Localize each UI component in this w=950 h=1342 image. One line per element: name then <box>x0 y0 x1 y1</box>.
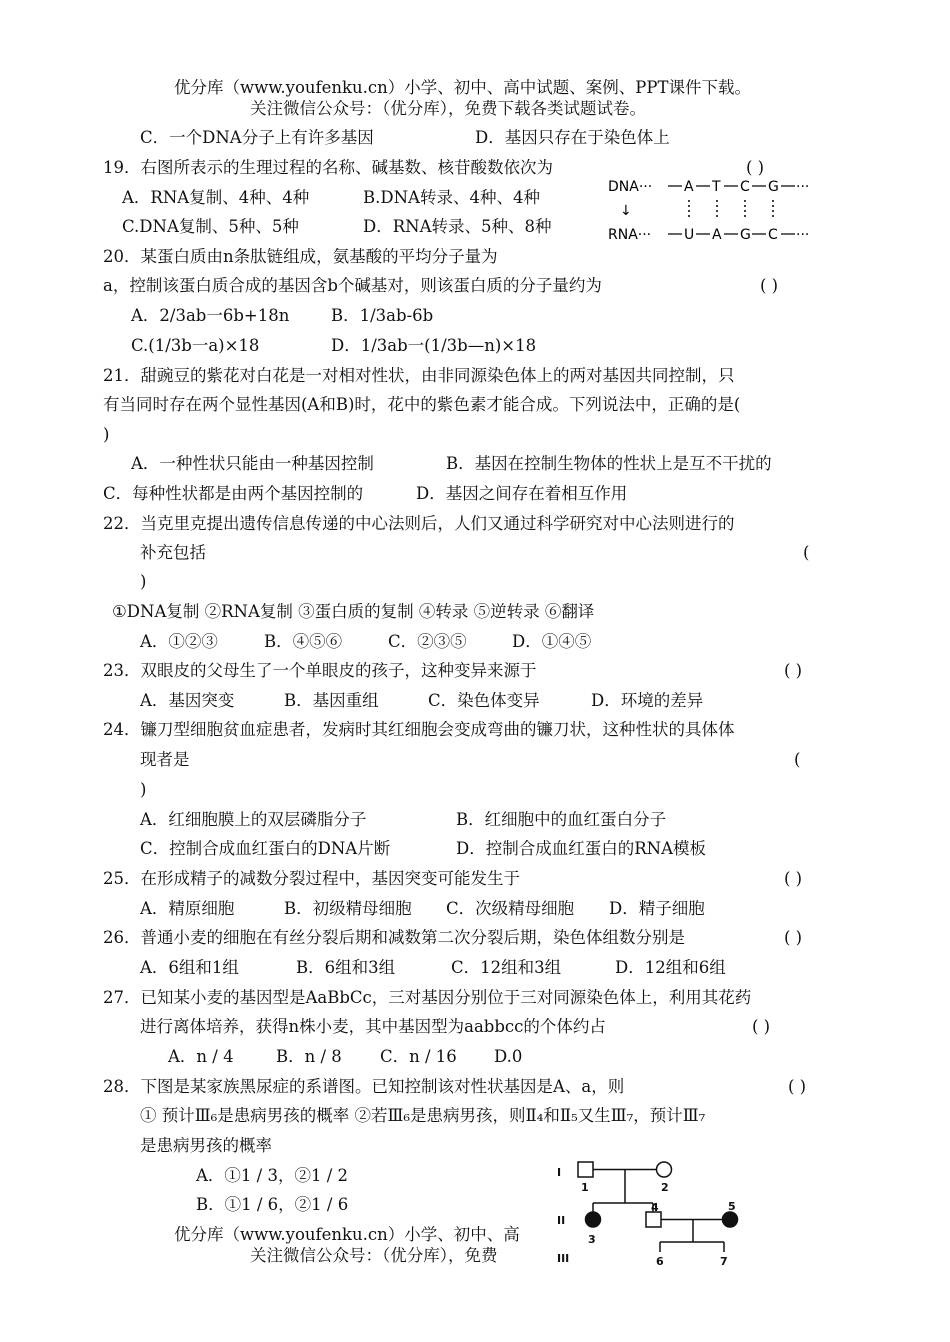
q20-option-a: A．2/3ab一6b+18n <box>131 306 290 325</box>
q20-stem-1: 20．某蛋白质由n条肽链组成，氨基酸的平均分子量为 <box>103 247 498 266</box>
individual-number-3: 3 <box>588 1233 596 1246</box>
generation-label-1: I <box>557 1166 562 1179</box>
q22-option-c: C．②③⑤ <box>388 632 467 651</box>
q21-option-c: C．每种性状都是由两个基因控制的 <box>103 484 364 503</box>
individual-5-affected-female <box>723 1212 738 1227</box>
q27-answer-paren: ( ) <box>752 1017 771 1036</box>
dna-label: DNA··· <box>608 179 653 195</box>
footer-line-1: 优分库（www.youfenku.cn）小学、初中、高 <box>174 1225 520 1244</box>
q24-option-d: D．控制合成血红蛋白的RNA模板 <box>456 839 707 858</box>
q26-option-c: C．12组和3组 <box>451 958 562 977</box>
q20-option-b: B．1/3ab-6b <box>331 306 434 325</box>
q23-option-a: A．基因突变 <box>140 691 235 710</box>
individual-number-1: 1 <box>581 1181 589 1194</box>
q21-option-b: B．基因在控制生物体的性状上是互不干扰的 <box>446 454 772 473</box>
q24-paren-close: ) <box>140 780 147 799</box>
q19-option-b: B.DNA转录、4种、4种 <box>363 188 540 207</box>
q24-stem-2: 现者是 <box>140 750 190 769</box>
q23-option-d: D．环境的差异 <box>591 691 704 710</box>
transcription-figure <box>606 175 816 247</box>
individual-number-2: 2 <box>661 1181 669 1194</box>
q27-option-a: A．n / 4 <box>168 1047 234 1066</box>
individual-number-7: 7 <box>720 1255 728 1268</box>
q22-paren-close: ) <box>140 572 147 591</box>
q28-sub-2: 是患病男孩的概率 <box>140 1136 272 1155</box>
q21-option-a: A．一种性状只能由一种基因控制 <box>131 454 374 473</box>
dna-base-2: T <box>712 179 721 195</box>
q22-stem-1: 22．当克里克提出遗传信息传递的中心法则后，人们又通过科学研究对中心法则进行的 <box>103 514 735 533</box>
q28-option-b: B．①1 / 6，②1 / 6 <box>196 1195 349 1214</box>
individual-3-affected-female <box>586 1212 601 1227</box>
q19-option-d: D．RNA转录、5种、8种 <box>363 217 552 236</box>
q24-option-b: B．红细胞中的血红蛋白分子 <box>456 810 667 829</box>
q28-stem: 28．下图是某家族黑尿症的系谱图。已知控制该对性状基因是A、a，则 <box>103 1077 625 1096</box>
q18-option-c: C．一个DNA分子上有许多基因 <box>140 128 374 147</box>
individual-number-6: 6 <box>656 1255 664 1268</box>
pedigree-chart <box>548 1158 773 1270</box>
rna-base-4: C <box>768 227 778 243</box>
q26-option-d: D．12组和6组 <box>615 958 726 977</box>
header-line-1: 优分库（www.youfenku.cn）小学、初中、高中试题、案例、PPT课件下载。 <box>174 78 751 97</box>
q27-option-c: C．n / 16 <box>380 1047 457 1066</box>
q27-stem-2: 进行离体培养，获得n株小麦，其中基因型为aabbcc的个体约占 <box>140 1017 606 1036</box>
individual-number-4: 4 <box>651 1201 659 1214</box>
q24-paren-open: ( <box>794 750 801 769</box>
q20-answer-paren: ( ) <box>760 276 779 295</box>
q25-option-d: D．精子细胞 <box>609 899 705 918</box>
arrow-down-icon: ↓ <box>620 203 632 219</box>
q20-option-c: C.(1/3b一a)×18 <box>131 336 260 355</box>
q25-option-b: B．初级精母细胞 <box>284 899 412 918</box>
q19-stem: 19．右图所表示的生理过程的名称、碱基数、核苷酸数依次为 <box>103 158 553 177</box>
generation-label-3: III <box>557 1252 570 1265</box>
q24-option-a: A．红细胞膜上的双层磷脂分子 <box>140 810 367 829</box>
q23-answer-paren: ( ) <box>784 661 803 680</box>
q22-option-a: A．①②③ <box>140 632 218 651</box>
q22-option-b: B．④⑤⑥ <box>264 632 343 651</box>
q21-stem-3: ) <box>103 425 110 444</box>
rna-base-2: A <box>712 227 722 243</box>
q19-answer-paren: ( ) <box>746 158 765 177</box>
q27-stem-1: 27．已知某小麦的基因型是AaBbCc，三对基因分别位于三对同源染色体上，利用其花药 <box>103 988 752 1007</box>
rna-label: RNA··· <box>608 227 652 243</box>
q23-stem: 23．双眼皮的父母生了一个单眼皮的孩子，这种变异来源于 <box>103 661 537 680</box>
q28-answer-paren: ( ) <box>788 1077 807 1096</box>
q20-stem-2: a，控制该蛋白质合成的基因含b个碱基对，则该蛋白质的分子量约为 <box>103 276 602 295</box>
q19-option-c: C.DNA复制、5种、5种 <box>122 217 299 236</box>
q24-option-c: C．控制合成血红蛋白的DNA片断 <box>140 839 391 858</box>
q27-option-b: B．n / 8 <box>276 1047 342 1066</box>
q21-stem-2: 有当同时存在两个显性基因(A和B)时，花中的紫色素才能合成。下列说法中，正确的是( <box>103 395 741 414</box>
footer-line-2: 关注微信公众号：（优分库），免费 <box>250 1246 498 1265</box>
dna-base-1: A <box>684 179 694 195</box>
q20-option-d: D．1/3ab一(1/3b—n)×18 <box>331 336 537 355</box>
q24-stem-1: 24．镰刀型细胞贫血症患者，发病时其红细胞会变成弯曲的镰刀状，这种性状的具体体 <box>103 720 735 739</box>
q26-stem: 26．普通小麦的细胞在有丝分裂后期和减数第二次分裂后期，染色体组数分别是 <box>103 928 685 947</box>
dna-base-3: C <box>740 179 750 195</box>
rna-tail: ··· <box>796 227 810 243</box>
q28-sub-1: ① 预计Ⅲ₆是患病男孩的概率 ②若Ⅲ₆是患病男孩，则Ⅱ₄和Ⅱ₅又生Ⅲ₇，预计Ⅲ₇ <box>140 1106 706 1125</box>
q21-stem-1: 21．甜豌豆的紫花对白花是一对相对性状，由非同源染色体上的两对基因共同控制，只 <box>103 366 735 385</box>
header-line-2: 关注微信公众号：（优分库），免费下载各类试题试卷。 <box>250 99 646 118</box>
q28-option-a: A．①1 / 3，②1 / 2 <box>196 1166 349 1185</box>
q26-answer-paren: ( ) <box>784 928 803 947</box>
q22-items: ①DNA复制 ②RNA复制 ③蛋白质的复制 ④转录 ⑤逆转录 ⑥翻译 <box>112 602 595 621</box>
q26-option-a: A．6组和1组 <box>140 958 239 977</box>
dna-base-4: G <box>768 179 779 195</box>
q26-option-b: B．6组和3组 <box>296 958 396 977</box>
generation-label-2: II <box>557 1214 566 1227</box>
individual-number-5: 5 <box>728 1200 736 1213</box>
q25-answer-paren: ( ) <box>784 869 803 888</box>
q21-option-d: D．基因之间存在着相互作用 <box>416 484 628 503</box>
q22-option-d: D．①④⑤ <box>512 632 592 651</box>
q23-option-b: B．基因重组 <box>284 691 379 710</box>
dna-tail: ··· <box>796 179 810 195</box>
q25-option-c: C．次级精母细胞 <box>446 899 575 918</box>
q19-option-a: A．RNA复制、4种、4种 <box>122 188 310 207</box>
rna-base-3: G <box>740 227 751 243</box>
q25-option-a: A．精原细胞 <box>140 899 235 918</box>
rna-base-1: U <box>684 227 695 243</box>
q27-option-d: D.0 <box>494 1047 523 1066</box>
q23-option-c: C．染色体变异 <box>428 691 540 710</box>
q22-paren-open: ( <box>803 543 810 562</box>
q18-option-d: D．基因只存在于染色体上 <box>475 128 670 147</box>
q22-stem-2: 补充包括 <box>140 543 206 562</box>
q25-stem: 25．在形成精子的减数分裂过程中，基因突变可能发生于 <box>103 869 520 888</box>
